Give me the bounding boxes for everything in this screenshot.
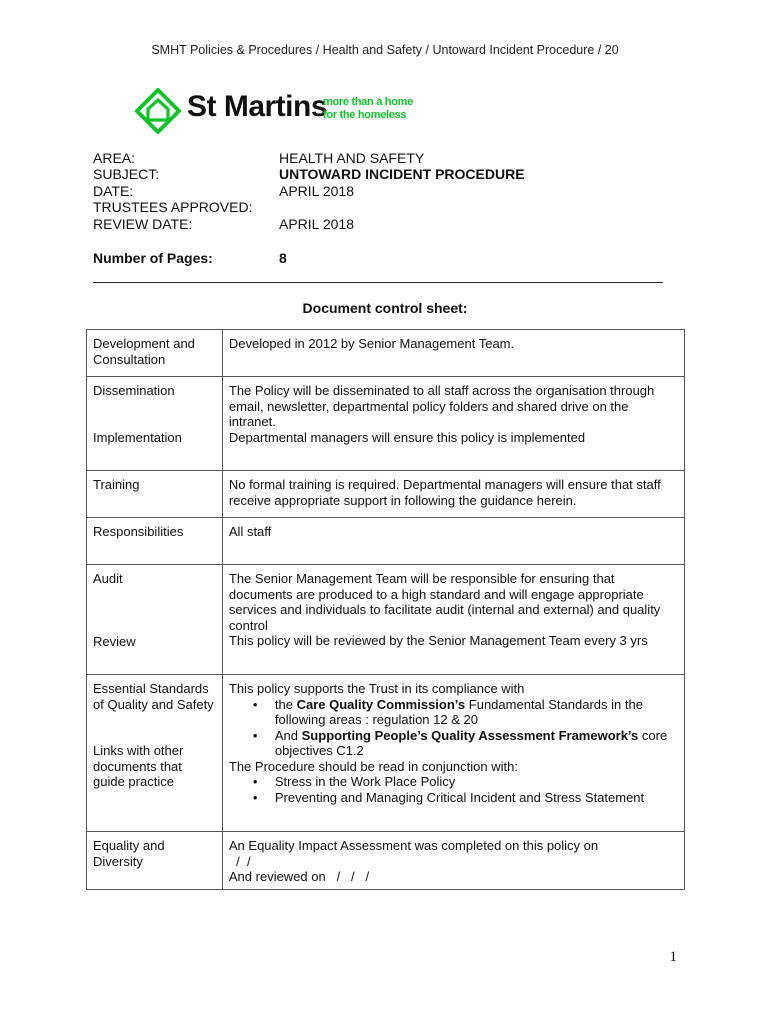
bullet-text: Fundamental Standards in the following areas : regulation 12 & 20 xyxy=(274,696,643,727)
document-control-table xyxy=(86,329,685,890)
table-row xyxy=(87,377,685,471)
bullet-bold-text: Supporting People’s Quality Assessment Framework’s xyxy=(301,727,639,743)
row-content: All staff xyxy=(222,518,684,565)
bullet-list xyxy=(229,697,678,759)
list-item xyxy=(229,728,678,759)
row-label: Essential Standards of Quality and Safety xyxy=(93,681,214,712)
bullet-list xyxy=(229,774,678,805)
logo-tagline-line1: more than a home xyxy=(323,96,413,108)
row-content: The Procedure should be read in conjunction with: xyxy=(228,758,518,774)
area-label: AREA: xyxy=(93,150,136,166)
row-label: Links with other documents that guide practice xyxy=(93,743,184,789)
row-label: Training xyxy=(87,471,223,518)
table-row xyxy=(87,471,685,518)
logo-tagline-line2: for the homeless xyxy=(323,109,407,121)
page-number: 1 xyxy=(669,949,677,965)
row-label: Review xyxy=(93,633,136,649)
bullet-text: And xyxy=(274,727,302,743)
organisation-logo xyxy=(135,88,425,132)
row-label: Development and Consultation xyxy=(87,330,223,377)
review-date-value: APRIL 2018 xyxy=(279,216,354,232)
row-content: This policy will be reviewed by the Senior Management Team every 3 yrs xyxy=(228,633,648,648)
area-value: HEALTH AND SAFETY xyxy=(279,150,425,166)
bullet-text: the xyxy=(274,696,297,712)
list-item xyxy=(229,697,678,728)
control-sheet-title: Document control sheet: xyxy=(302,300,468,316)
table-row xyxy=(87,832,685,890)
row-content: The Senior Management Team will be responsible for ensuring that documents are produced to a high standard and will engage appropriate services and individuals to facilitate audit (internal and external) and quality control xyxy=(228,571,661,633)
row-label: Audit xyxy=(93,571,123,586)
number-of-pages-value: 8 xyxy=(279,250,287,266)
logo-name: St Martins xyxy=(187,90,328,123)
row-label: Equality and Diversity xyxy=(87,832,223,890)
table-row xyxy=(87,518,685,565)
horizontal-divider xyxy=(93,282,663,283)
table-row xyxy=(87,675,685,832)
row-content: Departmental managers will ensure this policy is implemented xyxy=(228,429,586,445)
row-label: Dissemination xyxy=(93,383,175,398)
bullet-text: core objectives C1.2 xyxy=(274,727,668,758)
row-content: And reviewed on / / / xyxy=(228,869,370,884)
running-header: SMHT Policies & Procedures / Health and Safety / Untoward Incident Procedure / 20 xyxy=(151,43,619,57)
date-value: APRIL 2018 xyxy=(279,183,354,199)
date-label: DATE: xyxy=(93,183,134,199)
row-content: An Equality Impact Assessment was completed on this policy on xyxy=(228,838,599,853)
row-content: / / xyxy=(228,853,251,869)
list-item: • Stress in the Work Place Policy xyxy=(229,774,678,790)
trustees-approved-label: TRUSTEES APPROVED: xyxy=(93,199,253,215)
row-content: This policy supports the Trust in its compliance with xyxy=(228,681,525,696)
house-diamond-icon xyxy=(135,88,181,134)
bullet-bold-text: Care Quality Commission’s xyxy=(296,696,466,712)
row-content: The Policy will be disseminated to all staff across the organisation through email, newsletter, departmental policy folders and shared drive on the intranet. xyxy=(228,383,655,429)
number-of-pages-label: Number of Pages: xyxy=(93,250,213,266)
row-content: No formal training is required. Departmental managers will ensure that staff receive appropriate support in following the guidance herein. xyxy=(222,471,684,518)
list-item: • Preventing and Managing Critical Incident and Stress Statement xyxy=(229,790,678,806)
review-date-label: REVIEW DATE: xyxy=(93,216,193,232)
row-label: Responsibilities xyxy=(87,518,223,565)
table-row xyxy=(87,330,685,377)
row-content: Developed in 2012 by Senior Management Team. xyxy=(222,330,684,377)
subject-value: UNTOWARD INCIDENT PROCEDURE xyxy=(279,166,525,182)
row-label: Implementation xyxy=(93,429,182,445)
subject-label: SUBJECT: xyxy=(93,166,160,182)
table-row xyxy=(87,565,685,675)
